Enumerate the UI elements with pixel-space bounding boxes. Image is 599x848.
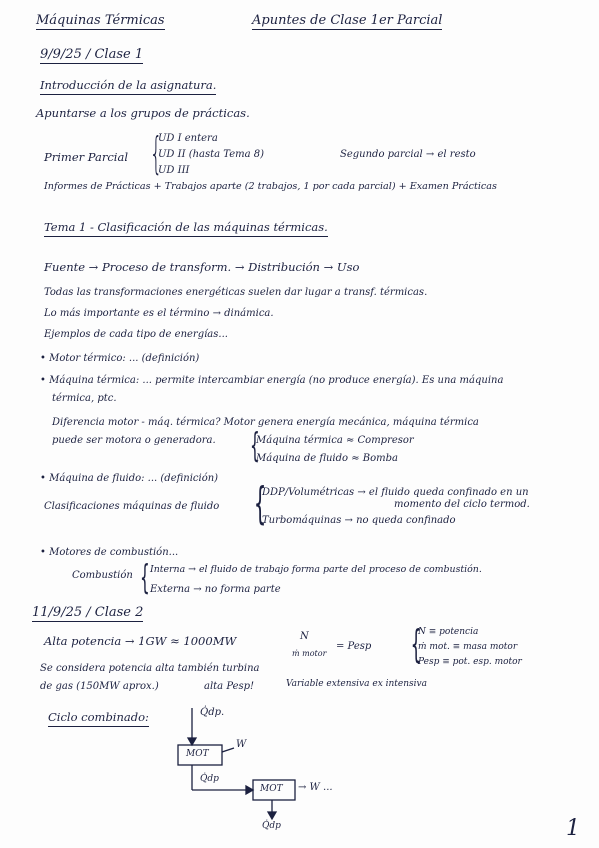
heat-mid-label: Q̇dp xyxy=(200,774,219,784)
heat-out-arrowhead xyxy=(268,812,276,819)
motor-termico-item: • Motor térmico: ... (definición) xyxy=(40,353,200,364)
maquina-termica-item: • Máquina térmica: ... permite intercambiar energía (no produce energía). Es una máquina xyxy=(40,375,504,386)
interna-item: Interna → el fluido de trabajo forma parte del proceso de combustión. xyxy=(150,564,482,575)
work2-label: → W ... xyxy=(298,782,333,793)
importante-note: Lo más importante es el término → dinámica. xyxy=(44,308,274,319)
turbo-item: Turbomáquinas → no queda confinado xyxy=(262,515,456,526)
pesp-equals: = Pesp xyxy=(336,641,372,652)
diferencia-note: Diferencia motor - máq. térmica? Motor genera energía mecánica, máquina térmica xyxy=(52,417,479,428)
subject-header: Máquinas Térmicas xyxy=(36,13,165,28)
page-number: 1 xyxy=(566,816,580,841)
motor1-label: MOT xyxy=(186,749,209,759)
fraction-denominator: ṁ motor xyxy=(292,649,327,658)
heat-in-arrowhead xyxy=(188,738,196,745)
intro-title: Introducción de la asignatura. xyxy=(40,80,216,95)
work1-arrow xyxy=(222,748,234,752)
heat-mid-arrowhead xyxy=(246,786,253,794)
considera-note: Se considera potencia alta también turbina xyxy=(40,663,260,674)
class1-date: 9/9/25 / Clase 1 xyxy=(40,47,144,62)
mt-mf-brace: { xyxy=(249,426,260,466)
mf-bomba: Máquina de fluido ≈ Bomba xyxy=(256,453,399,464)
legend-n: N ≡ potencia xyxy=(418,627,479,637)
mt-compresor: Máquina térmica ≈ Compresor xyxy=(256,435,414,446)
heat-in-label: Q̇dp. xyxy=(200,707,225,718)
considera-note-cont: de gas (150MW aprox.) xyxy=(40,681,159,692)
variable-note: Variable extensiva ex intensiva xyxy=(286,679,427,689)
informes-note: Informes de Prácticas + Trabajos aparte (2 trabajos, 1 por cada parcial) + Examen Prácticas xyxy=(44,181,497,192)
legend-pesp: Pesp ≡ pot. esp. motor xyxy=(418,657,522,667)
externa-item: Externa → no forma parte xyxy=(150,584,281,595)
ejemplos-note: Ejemplos de cada tipo de energías... xyxy=(44,329,228,340)
todas-note: Todas las transformaciones energéticas suelen dar lugar a transf. térmicas. xyxy=(44,287,428,298)
ud3-item: UD III xyxy=(158,165,190,176)
maquina-fluido-item: • Máquina de fluido: ... (definición) xyxy=(40,473,219,484)
ddp-item-cont: momento del ciclo termod. xyxy=(394,499,530,510)
parcial1-label: Primer Parcial xyxy=(44,150,129,164)
parcial1-brace: { xyxy=(149,128,163,179)
parcial2-note: Segundo parcial → el resto xyxy=(340,149,476,160)
clasif-label: Clasificaciones máquinas de fluido xyxy=(44,501,220,512)
clasif-brace: { xyxy=(253,478,267,529)
groups-note: Apuntarse a los grupos de prácticas. xyxy=(36,106,250,120)
combustion-label: Combustión xyxy=(72,570,133,581)
ud1-item: UD I entera xyxy=(158,133,218,144)
tema1-title: Tema 1 - Clasificación de las máquinas térmicas. xyxy=(44,222,328,237)
legend-mmot: ṁ mot. ≡ masa motor xyxy=(418,642,518,652)
ud2-item: UD II (hasta Tema 8) xyxy=(158,149,264,160)
ciclo-title: Ciclo combinado: xyxy=(48,712,149,727)
notes-title: Apuntes de Clase 1er Parcial xyxy=(252,13,443,28)
fraction-numerator: N xyxy=(300,631,309,642)
heat-out-label: Q̇dp xyxy=(262,821,281,831)
combustion-brace: { xyxy=(139,558,150,598)
motor2-label: MOT xyxy=(260,784,283,794)
work1-label: W xyxy=(236,739,247,750)
maquina-termica-cont: térmica, ptc. xyxy=(52,393,117,404)
legend-brace: { xyxy=(410,622,422,666)
alta-potencia-note: Alta potencia → 1GW ≈ 1000MW xyxy=(44,634,237,648)
ddp-item: DDP/Volumétricas → el fluido queda confinado en un xyxy=(262,487,529,498)
class2-date: 11/9/25 / Clase 2 xyxy=(32,605,144,620)
alta-pesp-note: alta Pesp! xyxy=(204,681,255,692)
diferencia-note-cont: puede ser motora o generadora. xyxy=(52,435,216,446)
motores-comb-item: • Motores de combustión... xyxy=(40,547,179,558)
energy-flow: Fuente → Proceso de transform. → Distribución → Uso xyxy=(44,260,360,274)
